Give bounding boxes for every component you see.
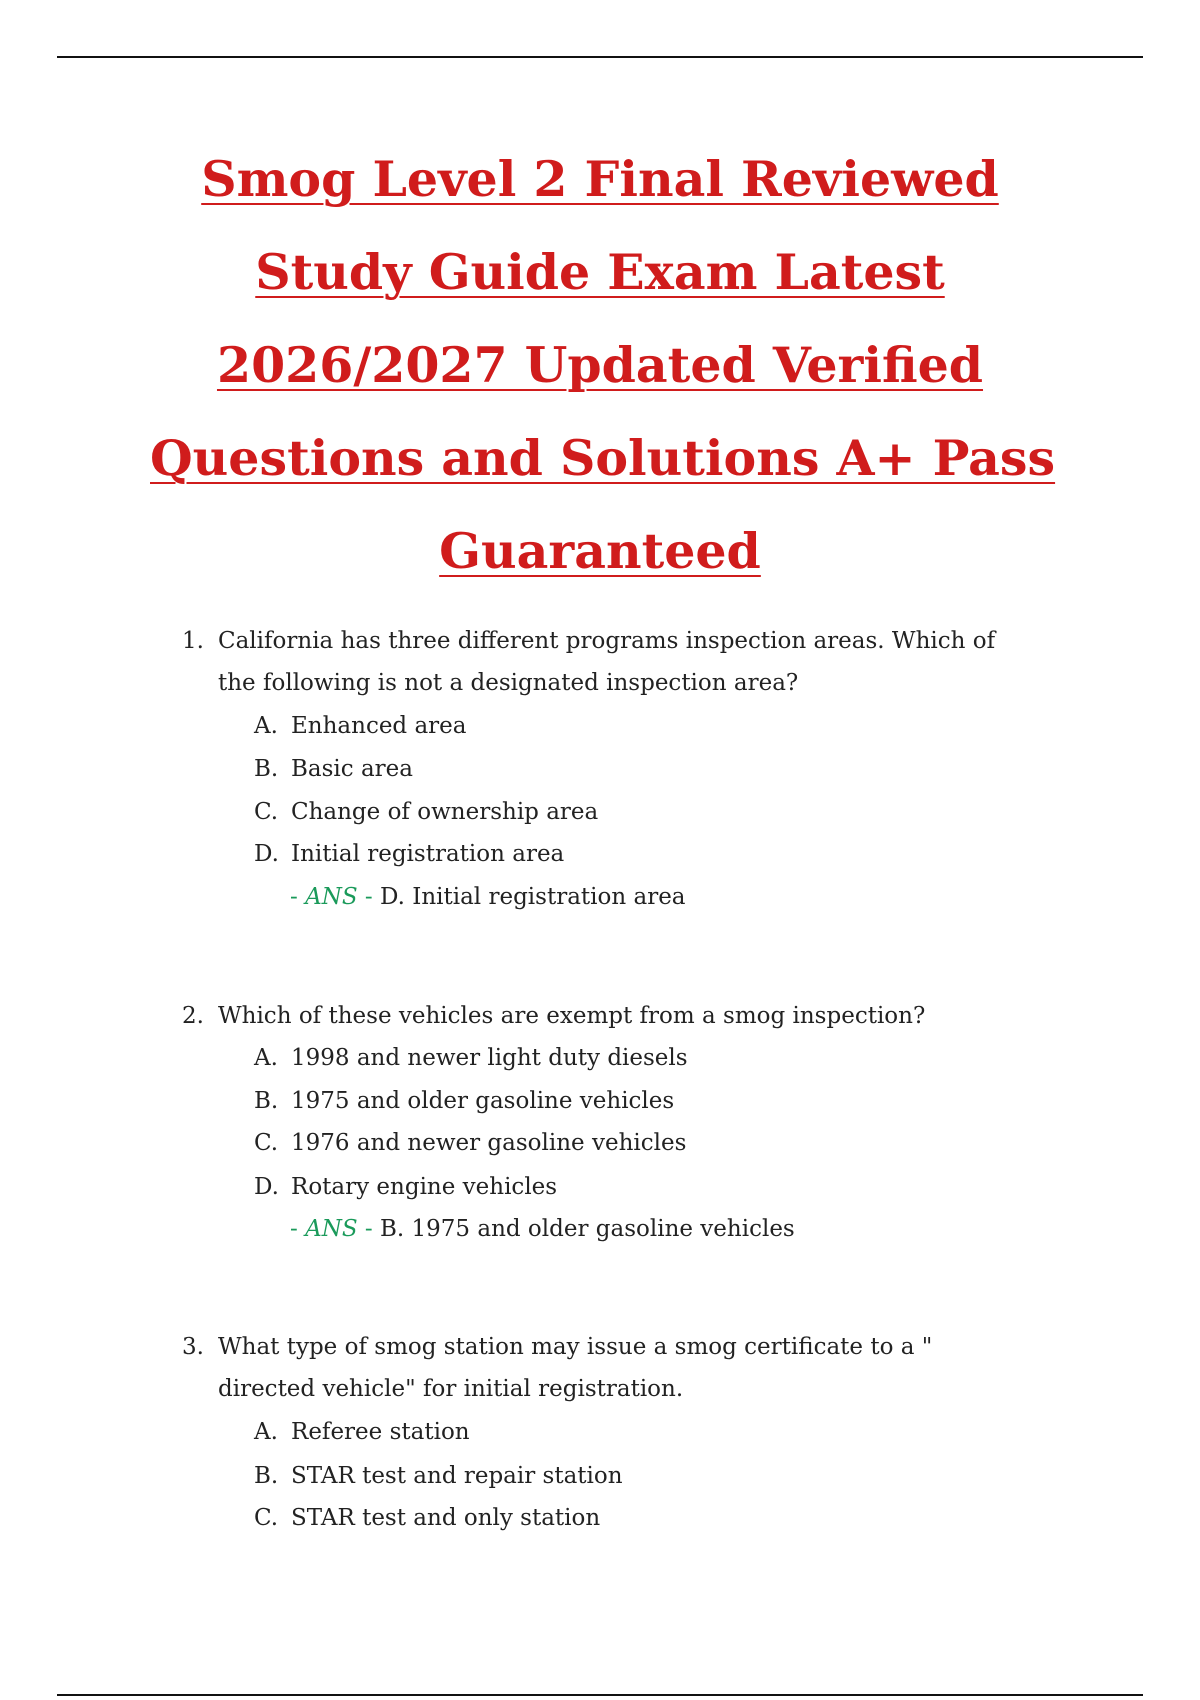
- answer-text: B. 1975 and older gasoline vehicles: [380, 1216, 795, 1242]
- title-line-1: Smog Level 2 Final Reviewed: [201, 150, 999, 208]
- document-title: [150, 133, 1056, 598]
- option-c: [0, 791, 1200, 833]
- option-text: Enhanced area: [291, 713, 467, 739]
- question-text-line: the following is not a designated inspection area?: [218, 670, 799, 696]
- option-letter: B.: [254, 1088, 279, 1114]
- title-line-5: Guaranteed: [439, 522, 761, 580]
- option-text: Basic area: [291, 756, 413, 782]
- question-text-line: What type of smog station may issue a smog certificate to a ": [218, 1334, 933, 1360]
- option-text: 1975 and older gasoline vehicles: [291, 1088, 675, 1114]
- option-b: [0, 748, 1200, 790]
- title-line-3: 2026/2027 Updated Verified: [216, 336, 984, 394]
- option-d: [0, 1166, 1200, 1208]
- title-line-2: Study Guide Exam Latest: [255, 243, 945, 301]
- option-text: 1998 and newer light duty diesels: [291, 1045, 688, 1071]
- question-3-stem: [0, 1326, 1200, 1368]
- question-number: 1.: [182, 628, 204, 654]
- option-letter: A.: [254, 713, 278, 739]
- option-c: [0, 1122, 1200, 1164]
- option-text: 1976 and newer gasoline vehicles: [291, 1130, 687, 1156]
- option-a: [0, 1411, 1200, 1453]
- answer-text: D. Initial registration area: [380, 884, 686, 910]
- option-letter: B.: [254, 756, 279, 782]
- question-3-stem-cont: [0, 1368, 1200, 1410]
- question-2-stem: [0, 995, 1200, 1037]
- answer-line: - ANS - D. Initial registration area: [290, 884, 686, 910]
- bottom-rule: [57, 1694, 1143, 1696]
- answer-label: ANS: [305, 1216, 358, 1242]
- option-text: STAR test and only station: [291, 1505, 601, 1531]
- option-text: Referee station: [291, 1419, 470, 1445]
- top-rule: [57, 56, 1143, 58]
- option-a: [0, 705, 1200, 747]
- answer-label: ANS: [305, 884, 358, 910]
- question-text-line: California has three different programs inspection areas. Which of: [218, 628, 996, 654]
- option-letter: B.: [254, 1463, 279, 1489]
- option-letter: A.: [254, 1045, 278, 1071]
- option-letter: D.: [254, 841, 279, 867]
- question-number: 2.: [182, 1003, 204, 1029]
- question-number: 3.: [182, 1334, 204, 1360]
- option-a: [0, 1037, 1200, 1079]
- option-letter: C.: [254, 1130, 279, 1156]
- option-d: [0, 833, 1200, 875]
- question-1-stem-cont: [0, 662, 1200, 704]
- option-text: Initial registration area: [291, 841, 565, 867]
- option-c: [0, 1497, 1200, 1539]
- option-letter: C.: [254, 799, 279, 825]
- question-1-stem: [0, 620, 1200, 662]
- question-text-line: Which of these vehicles are exempt from a smog inspection?: [218, 1003, 926, 1029]
- answer-line: - ANS - B. 1975 and older gasoline vehicles: [290, 1216, 795, 1242]
- option-letter: C.: [254, 1505, 279, 1531]
- question-text-line: directed vehicle" for initial registration.: [218, 1376, 684, 1402]
- option-b: [0, 1455, 1200, 1497]
- option-text: STAR test and repair station: [291, 1463, 623, 1489]
- option-text: Change of ownership area: [291, 799, 599, 825]
- option-letter: D.: [254, 1174, 279, 1200]
- option-letter: A.: [254, 1419, 278, 1445]
- title-line-4: Questions and Solutions A+ Pass: [150, 429, 1056, 487]
- option-text: Rotary engine vehicles: [291, 1174, 558, 1200]
- option-b: [0, 1080, 1200, 1122]
